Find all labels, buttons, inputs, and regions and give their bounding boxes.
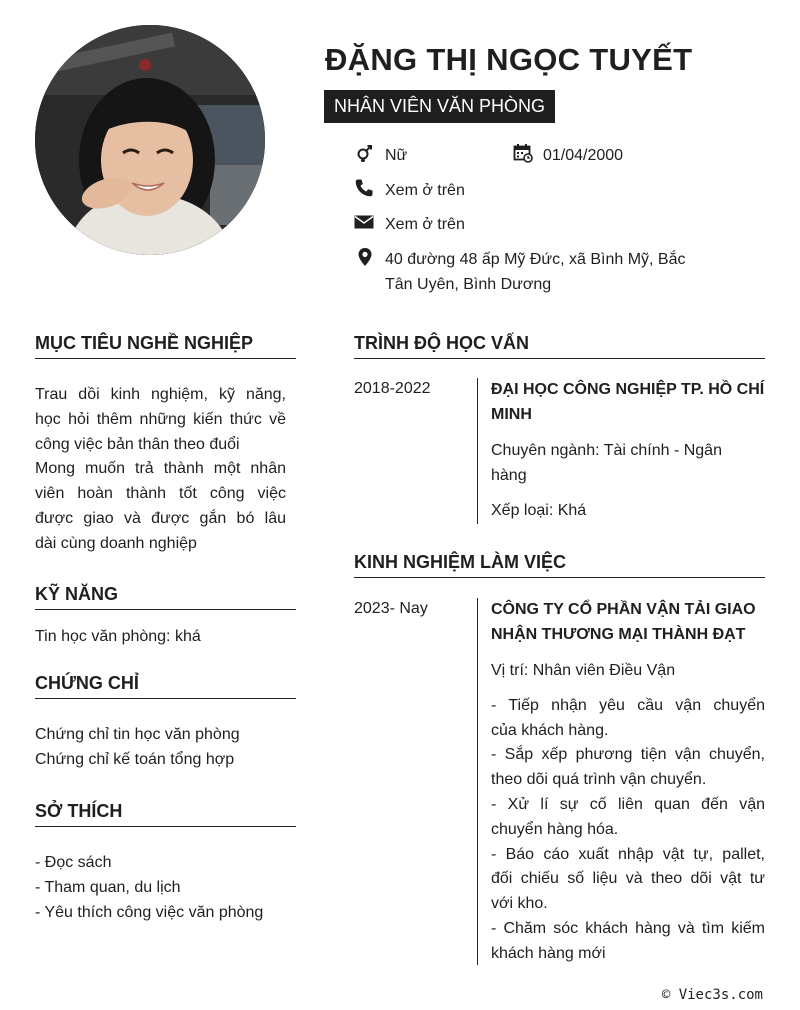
footer-credit: © Viec3s.com	[661, 987, 763, 1003]
education-heading: TRÌNH ĐỘ HỌC VẤN	[354, 333, 765, 359]
job-title-badge: NHÂN VIÊN VĂN PHÒNG	[324, 90, 555, 123]
duty-line: với kho.	[491, 895, 548, 913]
certificate-item: Chứng chỉ kế toán tổng hợp	[35, 750, 235, 768]
full-name: ĐẶNG THỊ NGỌC TUYẾT	[325, 42, 693, 77]
experience-heading: KINH NGHIỆM LÀM VIỆC	[354, 552, 765, 578]
hobby-item: - Đọc sách	[35, 854, 112, 871]
phone-value: Xem ở trên	[385, 182, 465, 199]
objective-line: viên hoàn thành tốt công việc	[35, 485, 286, 503]
duty-line: - Tiếp nhận yêu cầu vận chuyển	[491, 696, 765, 714]
duty-line: - Báo cáo xuất nhập vật tự, pallet,	[491, 845, 765, 863]
experience-entry	[491, 597, 765, 967]
education-period: 2018-2022	[354, 380, 431, 397]
major-line: hàng	[491, 466, 527, 484]
experience-period: 2023- Nay	[354, 600, 428, 617]
duty-line: chuyển hàng hóa.	[491, 820, 619, 838]
skills-list	[35, 625, 296, 650]
objective-line: học hỏi thêm những kiến thức về	[35, 410, 286, 428]
school-name	[491, 377, 765, 427]
experience-divider	[477, 598, 478, 965]
birthday-value: 01/04/2000	[543, 147, 624, 164]
company-name-line: CÔNG TY CỔ PHẦN VẬN TẢI GIAO	[491, 601, 756, 618]
hobbies-heading: SỞ THÍCH	[35, 801, 296, 827]
duty-line: đối chiếu số liệu và theo dõi vật tư	[491, 870, 765, 888]
grade: Xếp loại: Khá	[491, 501, 587, 519]
profile-photo	[35, 25, 265, 255]
map-pin-icon	[355, 247, 375, 267]
phone-icon	[354, 178, 374, 198]
objective-line: được giao và được gắn bó lâu	[35, 509, 286, 527]
gender-icon	[354, 143, 374, 163]
address-line: Tân Uyên, Bình Dương	[385, 276, 552, 293]
certificates-list	[35, 723, 296, 773]
position: Vị trí: Nhân viên Điều Vận	[491, 662, 676, 679]
duty-line: - Chăm sóc khách hàng và tìm kiếm	[491, 919, 765, 937]
objective-text	[35, 383, 286, 557]
avatar	[35, 25, 265, 255]
address-value	[385, 247, 765, 297]
school-name-line: ĐẠI HỌC CÔNG NGHIỆP TP. HỒ CHÍ	[491, 381, 765, 398]
company-name	[491, 597, 765, 647]
address-line: 40 đường 48 ấp Mỹ Đức, xã Bình Mỹ, Bắc	[385, 251, 686, 268]
duty-line: khách hàng mới	[491, 944, 606, 962]
objective-line: dài cùng doanh nghiệp	[35, 534, 197, 552]
certificate-item: Chứng chỉ tin học văn phòng	[35, 726, 240, 743]
hobbies-list	[35, 851, 296, 925]
email-value: Xem ở trên	[385, 216, 465, 233]
hobby-item: - Yêu thích công việc văn phòng	[35, 903, 264, 921]
major-line: Chuyên ngành: Tài chính - Ngân	[491, 442, 722, 459]
education-divider	[477, 378, 478, 524]
education-entry	[491, 377, 765, 523]
skill-item: Tin học văn phòng: khá	[35, 628, 201, 645]
hobby-item: - Tham quan, du lịch	[35, 878, 181, 896]
objective-line: công việc bản thân theo đuổi	[35, 435, 240, 453]
duty-line: - Xử lí sự cố liên quan đến vận	[491, 795, 765, 813]
major	[491, 439, 765, 489]
calendar-icon	[513, 143, 533, 163]
skills-heading: KỸ NĂNG	[35, 584, 296, 610]
gender-value: Nữ	[385, 147, 408, 164]
objective-line: Mong muốn trả thành một nhân	[35, 460, 286, 478]
duty-line: theo dõi quá trình vận chuyển.	[491, 771, 707, 789]
duties-list	[491, 694, 765, 967]
objective-line: Trau dồi kinh nghiệm, kỹ năng,	[35, 386, 286, 403]
duty-line: của khách hàng.	[491, 721, 609, 739]
objective-heading: MỤC TIÊU NGHỀ NGHIỆP	[35, 333, 296, 359]
certificates-heading: CHỨNG CHỈ	[35, 673, 296, 699]
envelope-icon	[354, 212, 374, 232]
company-name-line: NHẬN THƯƠNG MẠI THÀNH ĐẠT	[491, 626, 746, 643]
school-name-line: MINH	[491, 406, 532, 423]
duty-line: - Sắp xếp phương tiện vận chuyển,	[491, 746, 765, 764]
